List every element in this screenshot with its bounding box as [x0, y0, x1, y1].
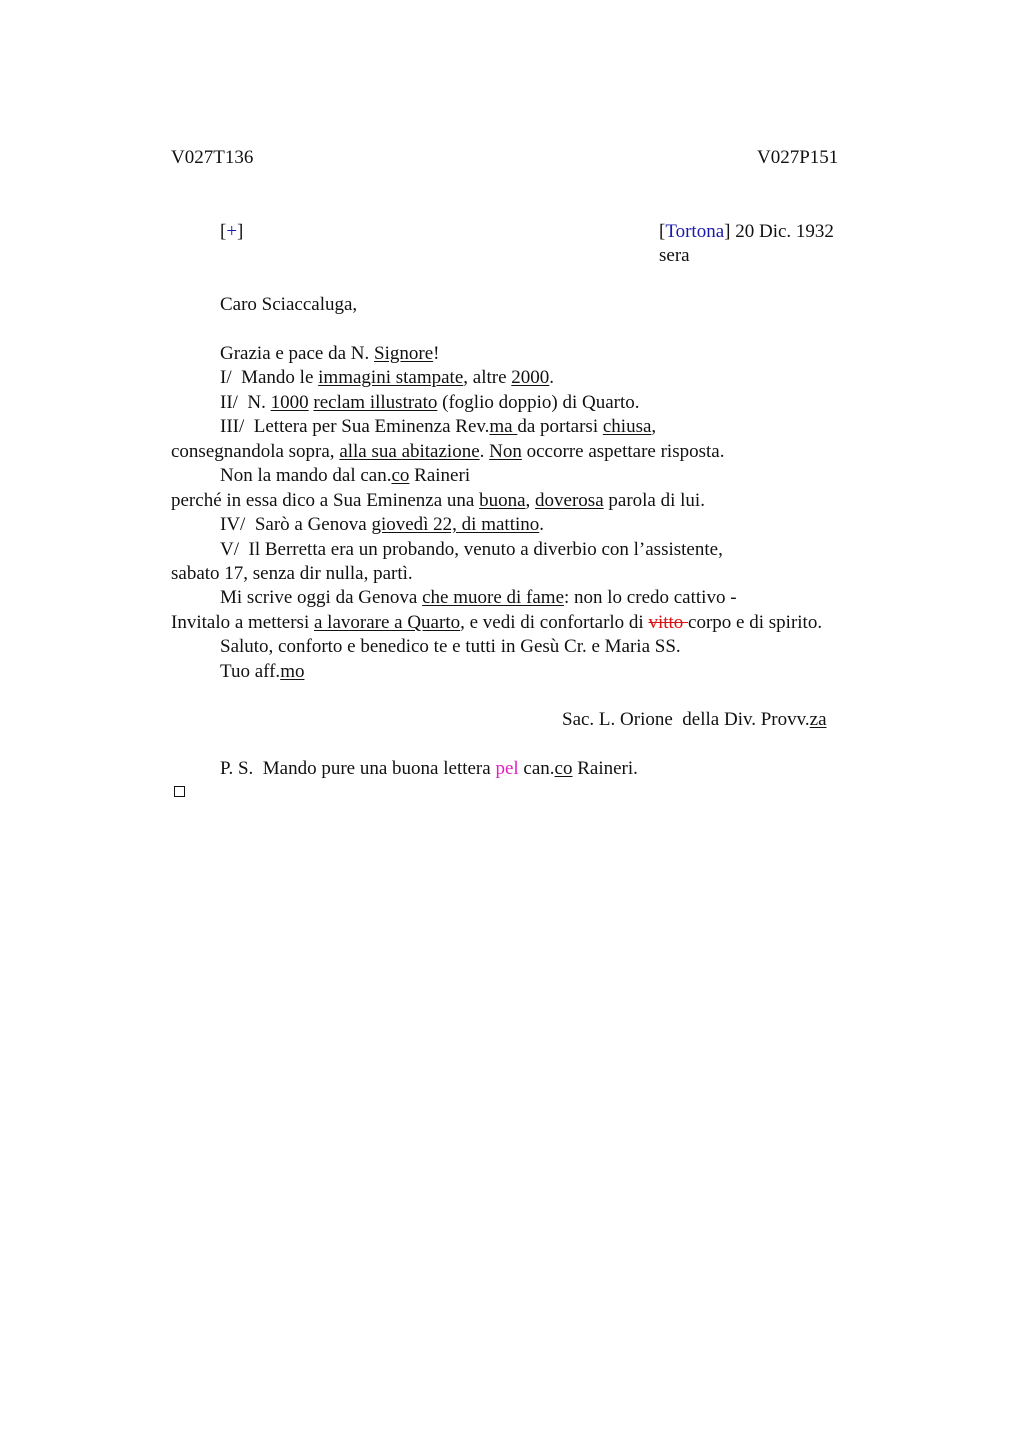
postscript — [220, 757, 638, 781]
highlighted-text: pel — [495, 758, 519, 779]
underlined-text: 2000 — [511, 367, 550, 388]
cross-symbol: + — [226, 221, 238, 242]
text-run: occorre aspettare risposta. — [521, 441, 725, 462]
text-run: can. — [518, 758, 555, 779]
text-run: I/ Mando le — [220, 367, 319, 388]
text-run: . — [479, 441, 490, 462]
text-run: parola di lui. — [603, 490, 705, 511]
item-3-continuation — [171, 440, 724, 464]
text-run: : non lo credo cattivo - — [564, 587, 737, 608]
place-open-bracket: [ — [659, 221, 666, 242]
salutation: Caro Sciaccaluga, — [220, 294, 358, 315]
letter-time: sera — [659, 245, 690, 266]
greeting-line — [220, 342, 439, 366]
text-run: Mi scrive oggi da Genova — [220, 587, 423, 608]
item-5-line: V/ Il Berretta era un probando, venuto a diverbio con l’assistente, — [220, 539, 723, 560]
text-run: II/ N. — [220, 392, 271, 413]
text-run: . — [539, 514, 545, 535]
item-4-line — [220, 513, 544, 537]
letter-date: ] 20 Dic. 1932 — [724, 221, 834, 242]
text-run: ! — [433, 343, 440, 364]
underlined-text: reclam illustrato — [313, 392, 438, 413]
underlined-text: za — [809, 709, 827, 730]
closing-line: Saluto, conforto e benedico te e tutti in Gesù Cr. e Maria SS. — [220, 636, 681, 657]
place-name: Tortona — [665, 221, 725, 242]
text-run: P. S. Mando pure una buona lettera — [220, 758, 496, 779]
text-run: . — [549, 367, 555, 388]
valediction — [220, 660, 304, 684]
underlined-text: giovedì 22, di mattino — [371, 514, 540, 535]
text-run: (foglio doppio) di Quarto. — [437, 392, 640, 413]
cross-close-bracket: ] — [237, 221, 244, 242]
underlined-text: che muore di fame — [422, 587, 564, 608]
text-run: III/ Lettera per Sua Eminenza Rev. — [220, 416, 490, 437]
underlined-text: co — [391, 465, 410, 486]
item-5b-continuation — [171, 611, 822, 635]
deleted-text: vitto — [648, 612, 689, 633]
header-code-right: V027P151 — [757, 147, 839, 168]
item-5b-line — [220, 586, 737, 610]
text-run: , e vedi di confortarlo di — [460, 612, 649, 633]
signature — [562, 708, 827, 732]
underlined-text: chiusa — [602, 416, 652, 437]
text-run: Non la mando dal can. — [220, 465, 392, 486]
item-5-continuation: sabato 17, senza dir nulla, partì. — [171, 563, 413, 584]
text-run: Sac. L. Orione della Div. Provv. — [562, 709, 810, 730]
item-1-line — [220, 366, 554, 390]
header-code-left: V027T136 — [171, 147, 254, 168]
text-run: , — [525, 490, 536, 511]
text-run: Tuo aff. — [220, 661, 281, 682]
item-3b-continuation — [171, 489, 705, 513]
text-run: , — [651, 416, 657, 437]
cross-open-bracket: [ — [220, 221, 227, 242]
text-run: Raineri. — [572, 758, 638, 779]
text-run: Raineri — [409, 465, 471, 486]
text-run: Grazia e pace da N. — [220, 343, 375, 364]
text-run: IV/ Sarò a Genova — [220, 514, 372, 535]
end-of-document-square-icon — [174, 786, 185, 797]
place-date — [659, 220, 834, 244]
underlined-text: buona — [479, 490, 526, 511]
underlined-text: 1000 — [270, 392, 309, 413]
item-3b-line — [220, 464, 470, 488]
underlined-text: Non — [489, 441, 522, 462]
text-run: consegnandola sopra, — [171, 441, 340, 462]
cross-mark — [220, 220, 243, 244]
item-3-line — [220, 415, 656, 439]
underlined-text: co — [554, 758, 573, 779]
text-run: Invitalo a mettersi — [171, 612, 314, 633]
underlined-text: immagini stampate — [318, 367, 464, 388]
underlined-text: doverosa — [535, 490, 604, 511]
text-run: da portarsi — [517, 416, 603, 437]
underlined-text: mo — [280, 661, 305, 682]
underlined-text: ma — [489, 416, 518, 437]
item-2-line — [220, 391, 640, 415]
underlined-text: Signore — [374, 343, 434, 364]
underlined-text: a lavorare a Quarto — [313, 612, 461, 633]
text-run: , altre — [463, 367, 512, 388]
text-run: corpo e di spirito. — [688, 612, 823, 633]
text-run: perché in essa dico a Sua Eminenza una — [171, 490, 480, 511]
underlined-text: alla sua abitazione — [339, 441, 480, 462]
